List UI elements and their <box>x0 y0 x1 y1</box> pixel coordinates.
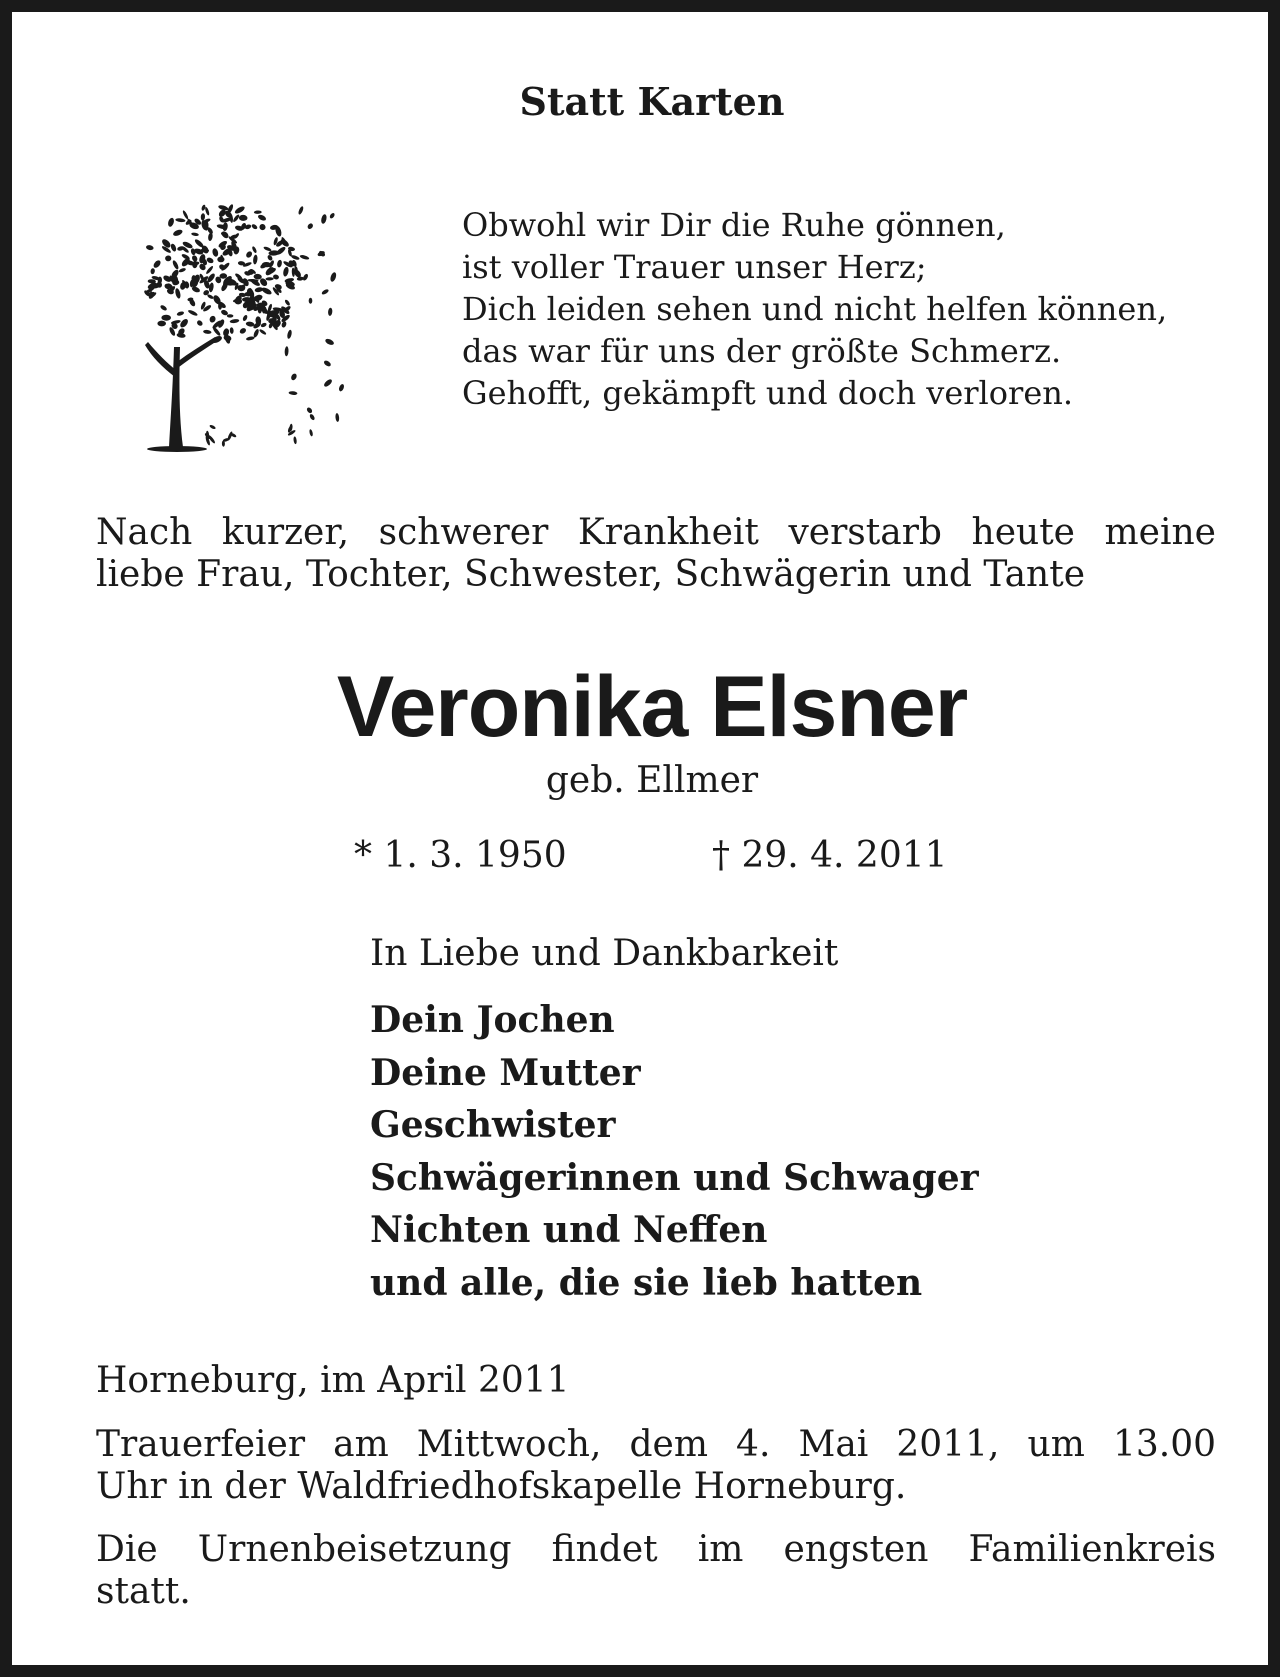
poem-line: Dich leiden sehen und nicht helfen können, <box>462 290 1168 328</box>
poem-line: ist voller Trauer unser Herz; <box>462 248 927 286</box>
poem-line: Obwohl wir Dir die Ruhe gönnen, <box>462 206 1006 244</box>
mourners-list <box>370 994 979 1309</box>
poem-line: Gehofft, gekämpft und doch verloren. <box>462 374 1074 412</box>
mourner-name: Nichten und Neffen <box>370 1209 768 1251</box>
tree-icon <box>117 177 347 452</box>
mourner-name: und alle, die sie lieb hatten <box>370 1261 923 1304</box>
funeral-line: Trauerfeier am Mittwoch, dem 4. Mai 2011, um 13.00 <box>96 1424 1216 1465</box>
burial-line: Die Urnenbeisetzung findet im engsten Familienkreis <box>96 1529 1216 1570</box>
mourner-name: Schwägerinnen und Schwager <box>370 1156 979 1199</box>
header-title: Statt Karten <box>519 79 785 124</box>
burial-line: statt. <box>96 1571 191 1612</box>
mourner-name: Deine Mutter <box>370 1051 641 1094</box>
funeral-line: Uhr in der Waldfriedhofskapelle Horneburg. <box>96 1466 907 1507</box>
place-date: Horneburg, im April 2011 <box>96 1360 570 1401</box>
funeral-info <box>96 1424 1216 1508</box>
mourner-name: Geschwister <box>370 1104 616 1146</box>
life-dates <box>12 832 1280 882</box>
mourner-name: Dein Jochen <box>370 999 615 1041</box>
birth-date: * 1. 3. 1950 <box>354 835 567 876</box>
poem <box>462 204 1222 414</box>
mourners-intro: In Liebe und Dankbarkeit <box>370 933 839 974</box>
intro-text <box>96 512 1216 596</box>
poem-line: das war für uns der größte Schmerz. <box>462 332 1062 370</box>
burial-info <box>96 1529 1216 1613</box>
deceased-name: Veronika Elsner <box>336 659 968 755</box>
death-date: † 29. 4. 2011 <box>712 835 948 876</box>
intro-line: Nach kurzer, schwerer Krankheit verstarb heute meine <box>96 512 1216 553</box>
maiden-name: geb. Ellmer <box>545 760 759 801</box>
intro-line: liebe Frau, Tochter, Schwester, Schwägerin und Tante <box>96 554 1085 595</box>
